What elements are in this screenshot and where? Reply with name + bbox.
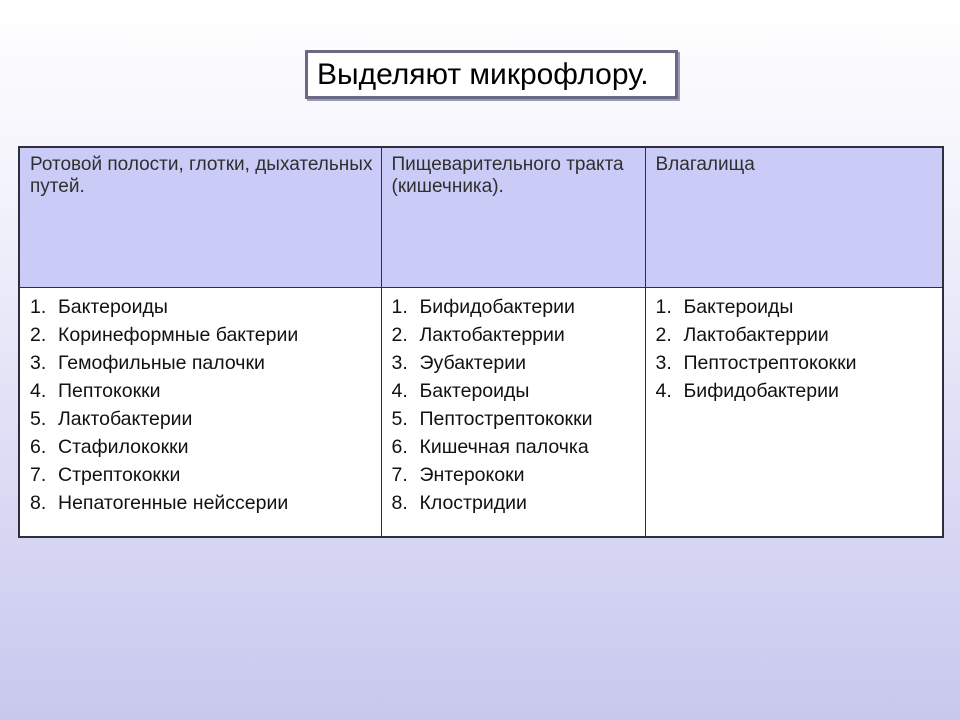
list-item (656, 321, 935, 349)
list-item-number: 5. (30, 407, 47, 430)
list-item-number: 7. (391, 463, 408, 486)
table-body-row (19, 287, 943, 537)
list-item-number: 1. (30, 295, 47, 318)
list-item (392, 461, 637, 489)
list-item (30, 405, 373, 433)
list-item-text: Клостридии (419, 491, 527, 514)
column-oral (19, 287, 381, 537)
list-item-number: 2. (655, 323, 672, 346)
list-item-number: 2. (391, 323, 408, 346)
list-oral (30, 293, 373, 517)
list-item-text: Пептострептококки (683, 351, 857, 374)
list-item-text: Стрептококки (58, 463, 181, 486)
column-digestive (381, 287, 645, 537)
list-item-number: 4. (391, 379, 408, 402)
list-item-text: Бифидобактерии (683, 379, 839, 402)
list-item (392, 405, 637, 433)
header-cell-vaginal: Влагалища (645, 147, 943, 287)
list-item-number: 3. (391, 351, 408, 374)
list-vaginal (656, 293, 935, 405)
list-item-text: Стафилококки (58, 435, 189, 458)
list-item-text: Бактероиды (683, 295, 794, 318)
list-item-text: Кишечная палочка (419, 435, 589, 458)
header-cell-digestive: Пищеварительного тракта (кишечника). (381, 147, 645, 287)
list-item (30, 293, 373, 321)
list-item (656, 349, 935, 377)
list-item (30, 321, 373, 349)
list-item (30, 349, 373, 377)
list-item-number: 8. (30, 491, 47, 514)
slide-title: Выделяют микрофлору. (305, 50, 678, 99)
list-item (392, 377, 637, 405)
list-item-text: Гемофильные палочки (58, 351, 265, 374)
list-item-text: Лактобактеррии (683, 323, 829, 346)
list-item-text: Эубактерии (419, 351, 526, 374)
list-item-number: 6. (391, 435, 408, 458)
list-item-text: Коринеформные бактерии (58, 323, 299, 346)
list-item-number: 3. (30, 351, 47, 374)
microflora-table (18, 146, 944, 538)
list-item-text: Бактероиды (419, 379, 530, 402)
list-item-number: 5. (391, 407, 408, 430)
list-item-text: Лактобактерии (58, 407, 193, 430)
list-item (392, 293, 637, 321)
list-item (392, 321, 637, 349)
list-item (656, 293, 935, 321)
list-item (30, 433, 373, 461)
table-header-row (19, 147, 943, 287)
list-item-number: 4. (655, 379, 672, 402)
list-item (392, 349, 637, 377)
list-item-text: Лактобактеррии (419, 323, 565, 346)
list-item-text: Пептострептококки (419, 407, 593, 430)
list-item (656, 377, 935, 405)
list-item (30, 377, 373, 405)
list-item-text: Непатогенные нейссерии (58, 491, 289, 514)
list-item-text: Пептококки (58, 379, 161, 402)
list-item (30, 461, 373, 489)
list-item (30, 489, 373, 517)
list-item-number: 8. (391, 491, 408, 514)
column-vaginal (645, 287, 943, 537)
list-item (392, 433, 637, 461)
list-item-number: 7. (30, 463, 47, 486)
list-item-number: 2. (30, 323, 47, 346)
list-item-text: Бифидобактерии (419, 295, 575, 318)
list-digestive (392, 293, 637, 517)
list-item-number: 3. (655, 351, 672, 374)
list-item-text: Бактероиды (58, 295, 168, 318)
list-item (392, 489, 637, 517)
list-item-number: 1. (655, 295, 672, 318)
list-item-number: 1. (391, 295, 408, 318)
list-item-number: 4. (30, 379, 47, 402)
list-item-number: 6. (30, 435, 47, 458)
list-item-text: Энтерококи (419, 463, 525, 486)
header-cell-oral: Ротовой полости, глотки, дыхательных путей. (19, 147, 381, 287)
